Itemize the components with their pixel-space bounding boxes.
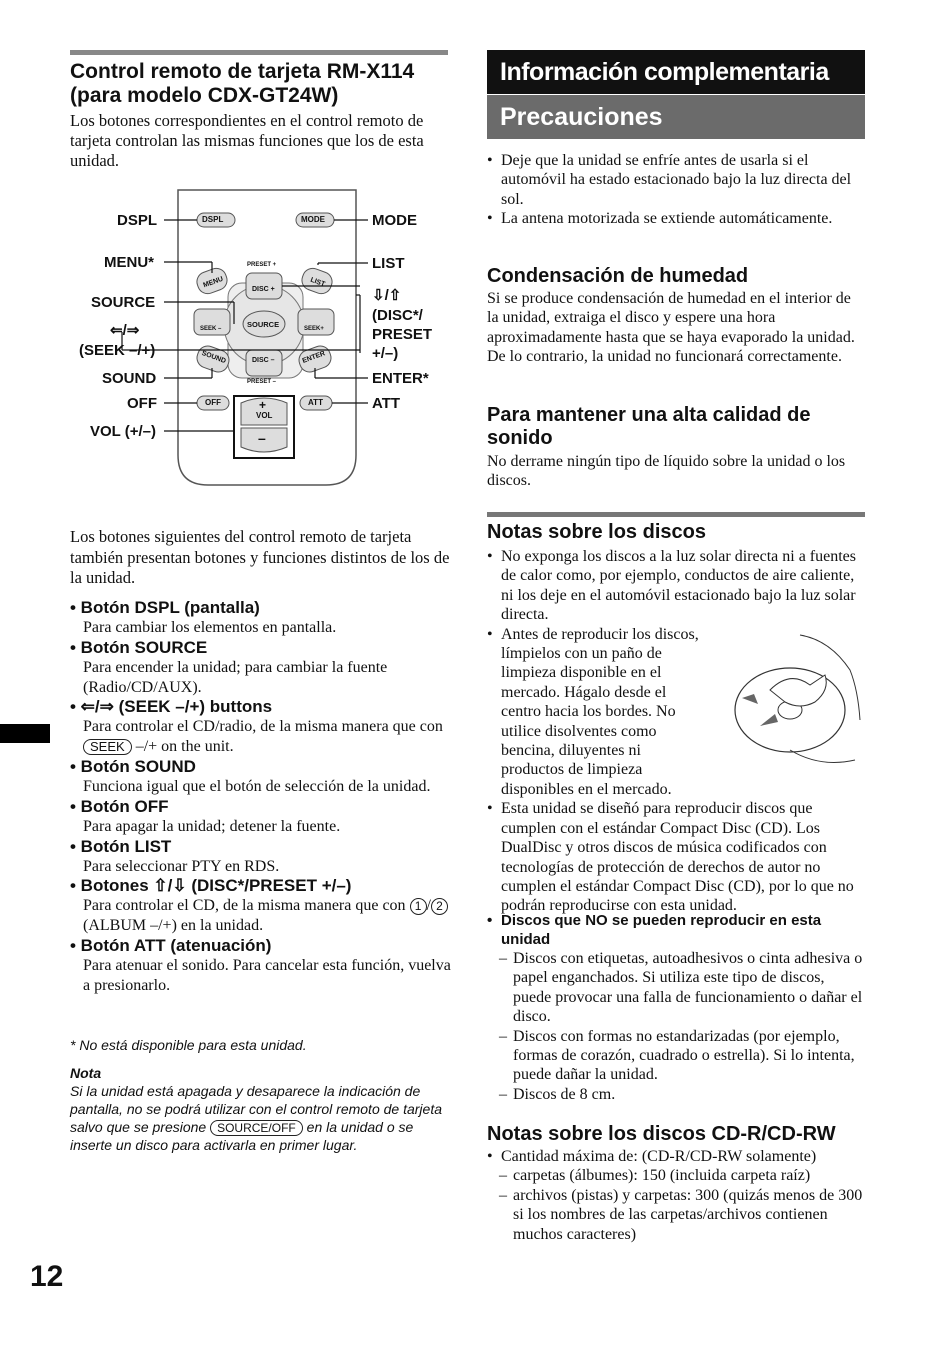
quality-title: Para mantener una alta calidad de sonido	[487, 404, 811, 449]
cdr-bullet: • Cantidad máxima de: (CD-R/CD-RW solamente)	[487, 1147, 865, 1166]
label-menu: MENU*	[104, 254, 155, 271]
button-desc: Para seleccionar PTY en RDS.	[83, 857, 280, 875]
banner-info-complementaria: Información complementaria	[487, 50, 865, 94]
key-1-label: 1	[410, 898, 427, 915]
button-desc: Para encender la unidad; para cambiar la fuente (Radio/CD/AUX).	[83, 658, 388, 696]
preset-plus-text: PRESET +	[247, 262, 277, 268]
cdr-dash-list	[487, 1166, 865, 1244]
button-desc: Para apagar la unidad; detener la fuente.	[83, 817, 341, 835]
label-source: SOURCE	[91, 294, 156, 311]
discs-bullet: • No exponga los discos a la luz solar directa ni a fuentes de calor como, por ejemplo, conductos de aire caliente, ni los deje en el automóvil estacionado bajo la luz solar directa.	[487, 547, 865, 625]
key-slash: /	[426, 897, 431, 915]
seek-minus-text: SEEK –	[200, 326, 222, 332]
remote-section-title	[70, 60, 450, 108]
button-title: • Botón DSPL (pantalla)	[70, 598, 260, 617]
label-disc: (DISC*/	[372, 307, 423, 324]
precaution-bullet: • La antena motorizada se extiende automáticamente.	[487, 209, 865, 228]
no-play-item: – Discos con etiquetas, autoadhesivos o cinta adhesiva o papel enganchados. Si utiliza este tipo de discos, puede provocar una falla de funcionamiento o dañar el disco.	[499, 949, 865, 1027]
seek-plus-text: SEEK+	[304, 326, 324, 332]
button-title: • Botones ⇧/⇩ (DISC*/PRESET +/–)	[70, 876, 352, 896]
vol-plus-text: +	[259, 398, 267, 412]
label-enter: ENTER*	[372, 370, 429, 387]
off-key-text: OFF	[205, 398, 221, 407]
cleaning-line: mercado. Hágalo desde el	[501, 683, 667, 701]
sound-key-text: SOUND	[200, 349, 227, 366]
button-desc	[70, 717, 455, 757]
source-off-key-label: SOURCE/OFF	[210, 1120, 303, 1136]
no-play-list	[487, 949, 865, 1104]
quality-text: No derrame ningún tipo de líquido sobre la unidad o los discos.	[487, 453, 846, 490]
no-play-block	[487, 911, 865, 1104]
nota-text	[70, 1082, 450, 1154]
cleaning-line: productos de limpieza	[501, 761, 643, 779]
cleaning-line: disponibles en el mercado.	[501, 780, 672, 798]
button-item-off	[70, 797, 455, 837]
no-play-title: • Discos que NO se pueden reproducir en esta unidad	[487, 911, 865, 949]
mode-key-text: MODE	[301, 215, 325, 224]
remote-title-line1: Control remoto de tarjeta RM-X114	[70, 60, 415, 83]
seek-key-label: SEEK	[83, 739, 132, 755]
cleaning-line: centro hacia los bordes. No	[501, 703, 676, 721]
footnote: * No está disponible para esta unidad.	[70, 1037, 307, 1053]
preset-minus-text: PRESET –	[247, 379, 277, 385]
button-title: • Botón OFF	[70, 796, 169, 816]
disc-desc-a: Para controlar el CD, de la misma manera que con	[83, 897, 406, 915]
button-desc	[70, 896, 455, 936]
remote-title-line2: (para modelo CDX-GT24W)	[70, 84, 339, 107]
key-2-label: 2	[431, 898, 448, 915]
button-title: • Botón ATT (atenuación)	[70, 935, 272, 955]
label-off: OFF	[127, 395, 157, 412]
cdr-dash-item: – archivos (pistas) y carpetas: 300 (quizás menos de 300 si los nombres de las carpetas/archivos contienen muchos caracteres)	[499, 1186, 865, 1244]
disc-desc-b: (ALBUM –/+) en la unidad.	[83, 917, 264, 935]
button-item-disc	[70, 876, 455, 936]
top-rule-left	[70, 50, 448, 55]
label-preset: PRESET	[372, 326, 433, 343]
label-sound: SOUND	[102, 370, 157, 387]
cleaning-line: • Antes de reproducir los discos,	[501, 625, 699, 643]
label-plus-minus: +/–)	[372, 345, 399, 362]
button-title: • Botón SOURCE	[70, 637, 208, 657]
source-key-text: SOURCE	[247, 320, 280, 329]
disc-plus-text: DISC +	[252, 286, 275, 293]
cleaning-line: limpieza disponible en el	[501, 664, 662, 682]
button-title: • ⇐/⇒ (SEEK –/+) buttons	[70, 697, 273, 717]
list-key-text: LIST	[309, 276, 326, 289]
nota-text-b: en la unidad o se inserte un disco para activarla en primer lugar.	[70, 1119, 414, 1153]
enter-key-text: ENTER	[301, 350, 327, 365]
label-vol: VOL (+/–)	[90, 423, 156, 440]
remote-diagram	[60, 185, 460, 505]
vol-minus-text: –	[258, 430, 266, 446]
remote-intro: Los botones correspondientes en el control remoto de tarjeta controlan las mismas funciones que los de esta unidad.	[70, 111, 424, 170]
label-mode: MODE	[372, 212, 417, 229]
banner-precauciones: Precauciones	[487, 95, 865, 139]
label-dspl: DSPL	[117, 212, 158, 229]
dspl-key-text: DSPL	[202, 215, 224, 224]
cdr-block	[487, 1147, 865, 1244]
page-number: 12	[30, 1260, 64, 1293]
label-seek-arrows: ⇐/⇒	[110, 322, 140, 339]
cleaning-line: bencina, diluyentes ni	[501, 742, 641, 760]
nota-text-a: Si la unidad está apagada y desaparece la indicación de pantalla, no se podrá utilizar con el control remoto de tarjeta salvo que se presione	[70, 1083, 442, 1135]
button-item-source	[70, 638, 455, 698]
precaution-bullets	[487, 151, 865, 229]
button-item-sound	[70, 757, 455, 797]
no-play-item: – Discos de 8 cm.	[499, 1085, 865, 1104]
button-item-dspl	[70, 598, 455, 638]
section-tab-marker	[0, 724, 50, 743]
remote-para2: Los botones siguientes del control remoto de tarjeta también presentan botones y funciones distintos de los de la unidad.	[70, 527, 450, 587]
button-title: • Botón SOUND	[70, 756, 196, 776]
precaution-bullet: • Deje que la unidad se enfríe antes de usarla si el automóvil ha estado estacionado bajo la luz directa del sol.	[487, 151, 865, 209]
buttons-list	[70, 598, 455, 996]
button-desc: Para atenuar el sonido. Para cancelar esta función, vuelva a presionarlo.	[83, 956, 451, 994]
label-att: ATT	[372, 395, 401, 412]
cdr-title: Notas sobre los discos CD-R/CD-RW	[487, 1123, 836, 1145]
vol-label-text: VOL	[256, 411, 273, 420]
discs-bullet: • Esta unidad se diseñó para reproducir discos que cumplen con el estándar Compact Disc (CD). Los DualDisc y otros discos de música codificados con tecnologías de protección de derechos de autor no cumplen el estándar Compact Disc (CD), por lo que no podrán reproducirse con esta unidad.	[487, 799, 865, 915]
cleaning-line: límpielos con un paño de	[501, 645, 662, 663]
disc-cleaning-illustration	[730, 630, 865, 770]
label-seek: (SEEK –/+)	[79, 342, 156, 359]
discs-title: Notas sobre los discos	[487, 521, 706, 543]
menu-key-text: MENU	[202, 275, 225, 290]
cdr-dash-item: – carpetas (álbumes): 150 (incluida carpeta raíz)	[499, 1166, 865, 1185]
label-list: LIST	[372, 255, 405, 272]
disc-minus-text: DISC –	[252, 357, 275, 364]
label-disc-arrows: ⇩/⇧	[372, 287, 402, 304]
seek-desc-b: –/+ on the unit.	[135, 738, 234, 756]
seek-desc-a: Para controlar el CD/radio, de la misma manera que con	[83, 718, 443, 736]
button-desc: Para cambiar los elementos en pantalla.	[83, 619, 337, 636]
condensation-text: Si se produce condensación de humedad en el interior de la unidad, extraiga el disco y espere una hora aproximadamente hasta que se haya evaporado la unidad. De lo contrario, la unidad no funcionará correctamente.	[487, 290, 855, 366]
discs-rule	[487, 512, 865, 517]
condensation-title: Condensación de humedad	[487, 265, 749, 287]
button-item-seek	[70, 697, 455, 757]
nota-title: Nota	[70, 1065, 102, 1081]
no-play-item: – Discos con formas no estandarizadas (por ejemplo, formas de corazón, cuadrado o estrella). Si lo intenta, puede dañar la unidad.	[499, 1027, 865, 1085]
nota-block	[70, 1064, 450, 1154]
button-title: • Botón LIST	[70, 836, 172, 856]
button-item-list	[70, 837, 455, 877]
cleaning-line: utilice disolventes como	[501, 722, 657, 740]
att-key-text: ATT	[308, 398, 323, 407]
button-item-att	[70, 936, 455, 996]
button-desc: Funciona igual que el botón de selección de la unidad.	[83, 777, 431, 795]
